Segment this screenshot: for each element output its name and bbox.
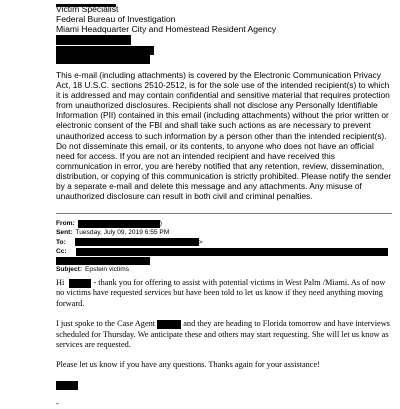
closing-redaction: [56, 381, 392, 393]
header-cc-row: [56, 247, 392, 256]
paragraph-2-start: I just spoke to the Case Agent: [56, 319, 158, 329]
redaction-bar: [157, 320, 181, 329]
header-from-row: [56, 219, 392, 228]
body-paragraph-3: Please let us know if you have any questions. Thanks again for your assistance!: [56, 360, 320, 370]
subject-label: Subject:: [56, 266, 83, 274]
redaction-bar: [69, 279, 91, 288]
signature-block: [56, 0, 276, 63]
header-subject-row: [56, 265, 392, 274]
redaction-bar: [76, 248, 388, 256]
sent-value: Tuesday, July 09, 2019 6:55 PM: [75, 229, 170, 237]
cc-label: Cc:: [56, 247, 67, 255]
header-cc-continued-row: [56, 256, 392, 265]
header-sent-row: [56, 228, 392, 237]
from-tail: ): [159, 220, 162, 227]
redaction-bar: [56, 35, 131, 45]
redaction-bar: [56, 55, 150, 64]
redaction-bar: [75, 238, 199, 246]
greeting: Hi: [56, 278, 65, 287]
signature-org: Federal Bureau of Investigation: [56, 14, 176, 24]
email-body: [56, 278, 392, 409]
from-label: From:: [56, 220, 75, 227]
sent-label: Sent:: [56, 229, 73, 237]
signature-title: Victim Specialist: [56, 4, 119, 14]
subject-value: Epstein victims: [85, 266, 129, 274]
body-paragraph-2: [56, 319, 392, 350]
trailing-dash: -: [56, 398, 59, 408]
email-header: [56, 213, 392, 275]
redaction-bar: [56, 257, 150, 265]
body-paragraph-1: [56, 278, 392, 309]
header-divider: [56, 213, 392, 214]
signature-office: Miami Headquarter City and Homestead Resident Agency: [56, 24, 277, 34]
confidentiality-disclaimer: This e-mail (including attachments) is covered by the Electronic Communication Privacy Act, 18 U.S.C. sections 2510-2512, is for the sole use of the intended recipient(s) to which it is addressed and may contain confidential and sensitive material that requires protection from unauthorized disclosures. Recipients shall not disclose any Personally Identifiable Information (PII) contained in this email (including attachments) without the prior written or electronic consent of the FBI and shall take such actions as are necessary to prevent unauthorized access to such information by a person other than the intended recipient(s). Do not disseminate this email, or its contents, to anyone who does not have an official need for access. If you are not an intended recipient and have received this communication in error, you are hereby notified that any retention, review, dissemination, distribution, or copying of this communication is strictly prohibited. Please notify the sender by a separate e-mail and delete this message and any attachments. Any misuse of unauthorized disclosure can result in both civil and criminal penalties.: [56, 70, 392, 202]
redaction-bar: [56, 381, 78, 390]
paragraph-2-end: and they are heading to Florida tomorrow and have interviews scheduled for Thursday. We anticipate these and others may start requesting. She will let us know as services are requested.: [56, 319, 390, 350]
header-to-row: [56, 238, 392, 247]
paragraph-1-text: - thank you for offering to assist with potential victims in West Palm /Miami. As of now no victims have requested services but have been told to let us know if they need anything moving forward.: [56, 278, 386, 308]
redaction-bar: [78, 220, 160, 228]
to-label: To:: [56, 238, 66, 246]
to-tail: >: [198, 238, 203, 246]
